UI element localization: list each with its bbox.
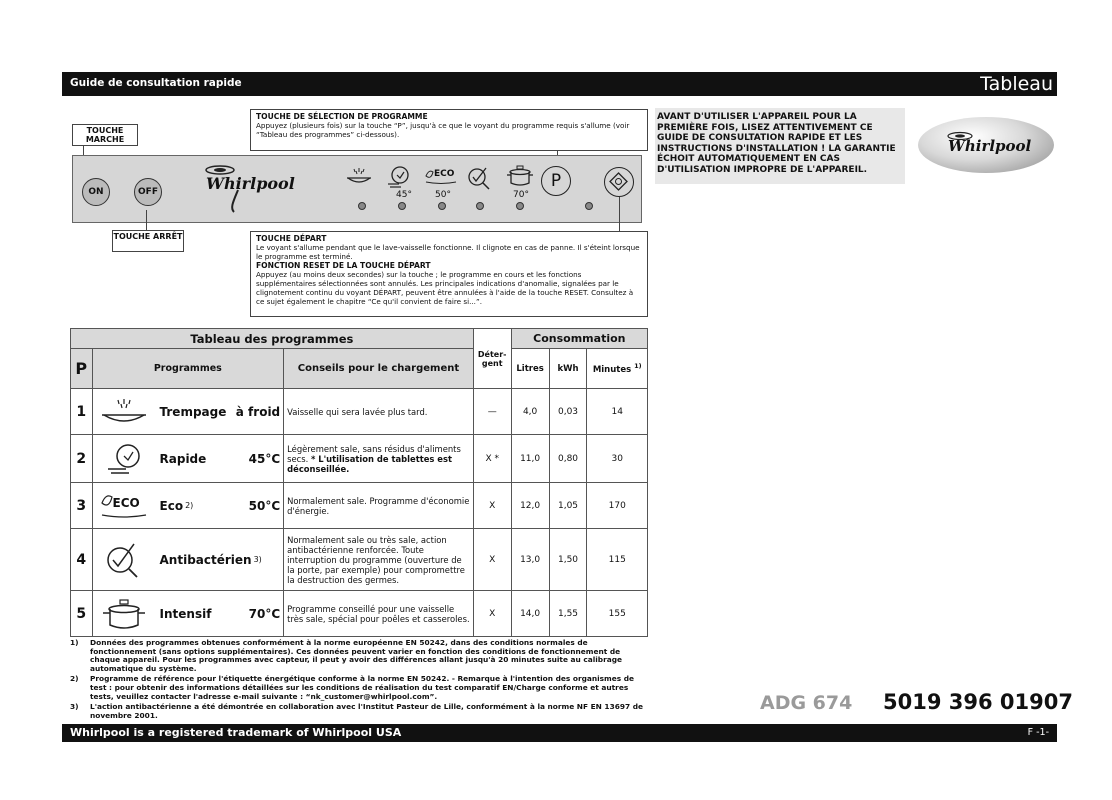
footnote-number: 1) [70, 638, 79, 647]
led-rapide [398, 202, 406, 210]
minutes-value: 14 [587, 389, 648, 435]
led-depart [585, 202, 593, 210]
kwh-value: 1,55 [549, 591, 587, 637]
quick-icon [386, 164, 412, 190]
programme-advice: Vaisselle qui sera lavée plus tard. [284, 389, 474, 435]
programme-advice: Normalement sale ou très sale, action antibactérienne renforcée. Toute interruption du programme (ouverture de la porte, par exemple) pour compromettre la destruction des germes. [284, 529, 474, 591]
footnotes [70, 639, 650, 720]
product-code: 5019 396 01907 [883, 690, 1073, 714]
litres-value: 11,0 [511, 435, 549, 483]
table-title-row [71, 329, 648, 349]
detergent-value: X * [473, 435, 511, 483]
temp-50: 50° [435, 190, 451, 200]
leader-line [146, 210, 147, 230]
footnote-text: L'action antibactérienne a été démontrée en collaboration avec l'Institut Pasteur de Lille, conformément à la norme NF EN 13697 de novembre 2001. [90, 702, 644, 720]
programme-name: Antibactérien [159, 552, 252, 567]
pot-icon [96, 596, 152, 632]
table-row [71, 389, 648, 435]
header-section: Tableau [980, 73, 1053, 95]
litres-value: 14,0 [511, 591, 549, 637]
led-eco [438, 202, 446, 210]
programme-cell [92, 389, 284, 435]
kwh-value: 0,03 [549, 389, 587, 435]
callout-start-title: TOUCHE DÉPART [256, 234, 327, 243]
header-title: Guide de consultation rapide [70, 77, 242, 89]
programme-temp: à froid [235, 404, 281, 419]
row-number: 1 [71, 389, 93, 435]
eco-icon [424, 168, 458, 184]
page-number: F -1- [1027, 727, 1049, 738]
row-number: 2 [71, 435, 93, 483]
start-diamond-icon [605, 168, 632, 195]
panel-whirlpool-logo [198, 162, 308, 214]
callout-start [250, 231, 648, 317]
off-button[interactable] [134, 178, 162, 206]
led-intensif [516, 202, 524, 210]
callout-program-text: Appuyez (plusieurs fois) sur la touche “P”, jusqu'à ce que le voyant du programme requis s'allume (voir “Tableau des programmes” ci-dessous). [256, 121, 630, 139]
minutes-value: 155 [587, 591, 648, 637]
pot-icon [506, 163, 534, 187]
callout-start-text: Le voyant s'allume pendant que le lave-vaisselle fonctionne. Il clignote en cas de panne. Il s'éteint lorsque le programme est terminé. [256, 243, 640, 261]
program-select-label: P [550, 171, 562, 191]
row-number: 4 [71, 529, 93, 591]
kwh-value: 0,80 [549, 435, 587, 483]
label-arret [112, 230, 184, 252]
programme-note: 3) [253, 555, 262, 564]
temp-45: 45° [396, 190, 412, 200]
on-button[interactable] [82, 178, 110, 206]
label-marche [72, 124, 138, 146]
quick-icon [96, 441, 152, 477]
label-arret-text: TOUCHE ARRÊT [113, 232, 183, 241]
eco-icon [96, 491, 152, 521]
kwh-value: 1,05 [549, 483, 587, 529]
programme-advice-note: * L'utilisation de tablettes est déconseillée. [287, 453, 452, 474]
table-row [71, 483, 648, 529]
programme-temp: 45°C [248, 451, 281, 466]
temp-70: 70° [513, 190, 529, 200]
detergent-value: — [473, 389, 511, 435]
detergent-value: X [473, 483, 511, 529]
col-litres: Litres [511, 349, 549, 389]
col-conseils: Conseils pour le chargement [284, 349, 474, 389]
model-number: ADG 674 [760, 692, 853, 714]
programme-temp: 70°C [248, 606, 281, 621]
start-button[interactable] [604, 167, 634, 197]
panel-brand: Whirlpool [206, 174, 295, 193]
on-button-label: ON [88, 187, 104, 197]
soak-icon [345, 166, 373, 188]
footnote-3 [70, 703, 650, 720]
col-minutes-label: Minutes [592, 364, 632, 375]
consumption-header: Consommation [511, 329, 647, 349]
soak-icon [96, 395, 152, 429]
callout-reset-text: Appuyez (au moins deux secondes) sur la touche ; le programme en cours et les fonctions supplémentaires sélectionnées sont annulés. Les principales indications d'anomalie, signalées par le clignotement continu du voyant DÉPART, peuvent être annulées à l'aide de la touche RESET. Consultez à ce sujet également le chapitre “Ce qu'il convient de faire si...”. [256, 270, 634, 306]
program-select-button[interactable] [541, 166, 571, 196]
programme-advice-text: Légèrement sale, sans résidus d'aliments secs. [287, 443, 461, 464]
callout-reset-title: FONCTION RESET DE LA TOUCHE DÉPART [256, 261, 431, 270]
col-minutes [587, 349, 648, 389]
led-trempage [358, 202, 366, 210]
eco-label: ECO [434, 169, 455, 179]
footer-bar [62, 724, 1057, 742]
programme-cell [92, 529, 284, 591]
label-marche-text: TOUCHE MARCHE [85, 126, 125, 144]
programme-cell [92, 591, 284, 637]
table-row [71, 435, 648, 483]
footer-trademark: Whirlpool is a registered trademark of Whirlpool USA [70, 726, 402, 739]
col-kwh: kWh [549, 349, 587, 389]
footnote-number: 3) [70, 702, 79, 712]
footnote-text: Programme de référence pour l'étiquette énergétique conforme à la norme EN 50242. - Remarque à l'intention des organismes de test : pour obtenir des informations détaillées sur les conditions de réalisation du test comparatif EN/Charge conforme et autres tests, veuillez contacter l'adresse e-mail suivante : “nk_customer@whirlpool.com”. [90, 674, 635, 701]
whirlpool-logo [918, 117, 1054, 173]
table-row [71, 591, 648, 637]
litres-value: 13,0 [511, 529, 549, 591]
minutes-value: 30 [587, 435, 648, 483]
led-antibacterien [476, 202, 484, 210]
programme-name: Eco [159, 498, 184, 513]
footnote-2 [70, 675, 650, 701]
minutes-value: 115 [587, 529, 648, 591]
programme-advice [284, 435, 474, 483]
table-title: Tableau des programmes [71, 329, 474, 349]
row-number: 5 [71, 591, 93, 637]
callout-program-select [250, 109, 648, 151]
programme-name: Intensif [159, 606, 212, 621]
kwh-value: 1,50 [549, 529, 587, 591]
programme-name: Trempage [159, 404, 227, 419]
table-row [71, 529, 648, 591]
programme-table [70, 328, 648, 637]
detergent-value: X [473, 591, 511, 637]
detergent-value: X [473, 529, 511, 591]
programme-name: Rapide [159, 451, 207, 466]
antibacterial-icon [96, 540, 152, 580]
programme-cell [92, 483, 284, 529]
logo-brand: Whirlpool [948, 137, 1032, 155]
programme-advice: Normalement sale. Programme d'économie d'énergie. [284, 483, 474, 529]
col-programmes: Programmes [92, 349, 284, 389]
header-bar [62, 72, 1057, 96]
antibacterial-icon [466, 165, 492, 191]
programme-advice: Programme conseillé pour une vaisselle très sale, spécial pour poêles et casseroles. [284, 591, 474, 637]
table-header-row [71, 349, 648, 389]
col-minutes-note: 1) [634, 362, 642, 371]
callout-program-title: TOUCHE DE SÉLECTION DE PROGRAMME [256, 112, 428, 121]
litres-value: 12,0 [511, 483, 549, 529]
litres-value: 4,0 [511, 389, 549, 435]
footnote-number: 2) [70, 674, 79, 684]
programme-note: 2) [185, 501, 194, 510]
footnote-1 [70, 639, 650, 673]
footnote-text: Données des programmes obtenues conformément à la norme européenne EN 50242, dans des conditions normales de fonctionnement (sans options supplémentaires). Ces données peuvent varier en fonction des conditions de fonctionnement de chaque appareil. Pour les programmes avec capteur, il peut y avoir des différences allant jusqu'à 20 minutes suite au calibrage automatique du système. [90, 638, 623, 673]
leader-line [619, 197, 620, 231]
off-button-label: OFF [138, 187, 158, 197]
programme-temp: 50°C [248, 498, 281, 513]
minutes-value: 170 [587, 483, 648, 529]
col-p: P [71, 349, 93, 389]
programme-cell [92, 435, 284, 483]
row-number: 3 [71, 483, 93, 529]
col-detergent: Déter-gent [473, 329, 511, 389]
eco-label: ECO [112, 495, 140, 510]
warning-text: AVANT D'UTILISER L'APPAREIL POUR LA PREMIÈRE FOIS, LISEZ ATTENTIVEMENT CE GUIDE DE CONSULTATION RAPIDE ET LES INSTRUCTIONS D'INSTALLATION ! LA GARANTIE ÉCHOIT AUTOMATIQUEMENT EN CAS D'UTILISATION IMPROPRE DE L'APPAREIL. [657, 112, 896, 175]
